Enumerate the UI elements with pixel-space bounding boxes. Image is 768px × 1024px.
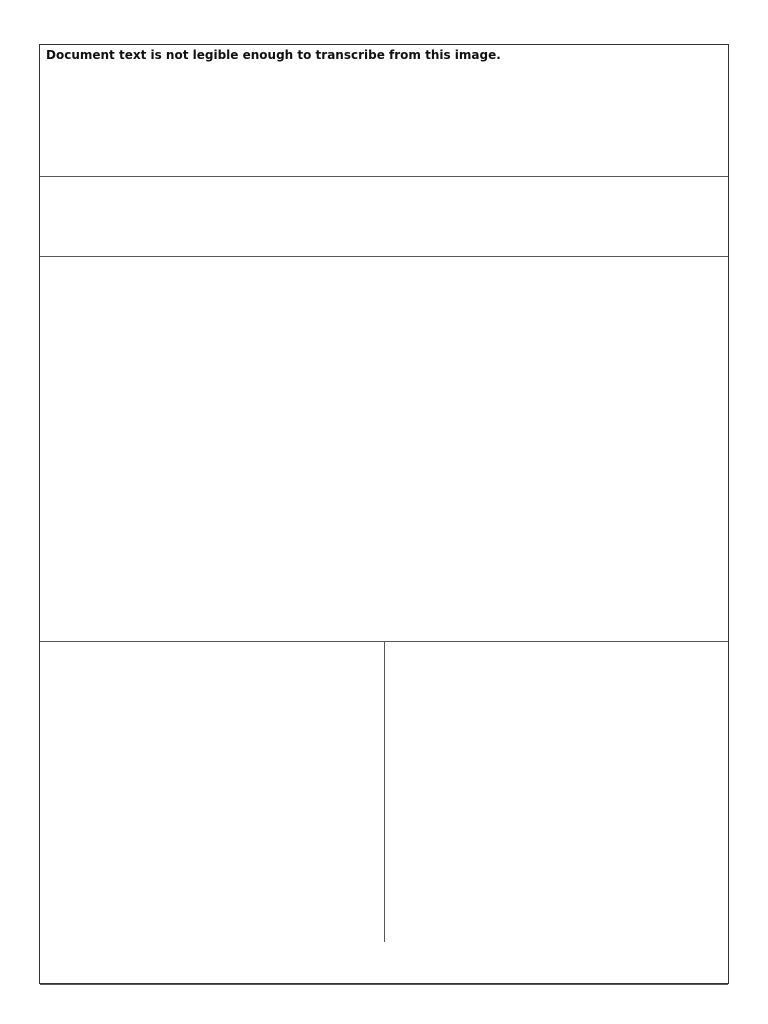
footer-table [40,942,728,985]
document-skeleton [39,44,729,984]
literature-left-column [40,642,385,942]
objective-section [40,177,728,257]
metadata-section [40,45,728,177]
legibility-note: Document text is not legible enough to transcribe from this image. [46,48,501,62]
literature-section [40,642,728,942]
content-section [40,257,728,642]
literature-right-column [385,642,729,942]
